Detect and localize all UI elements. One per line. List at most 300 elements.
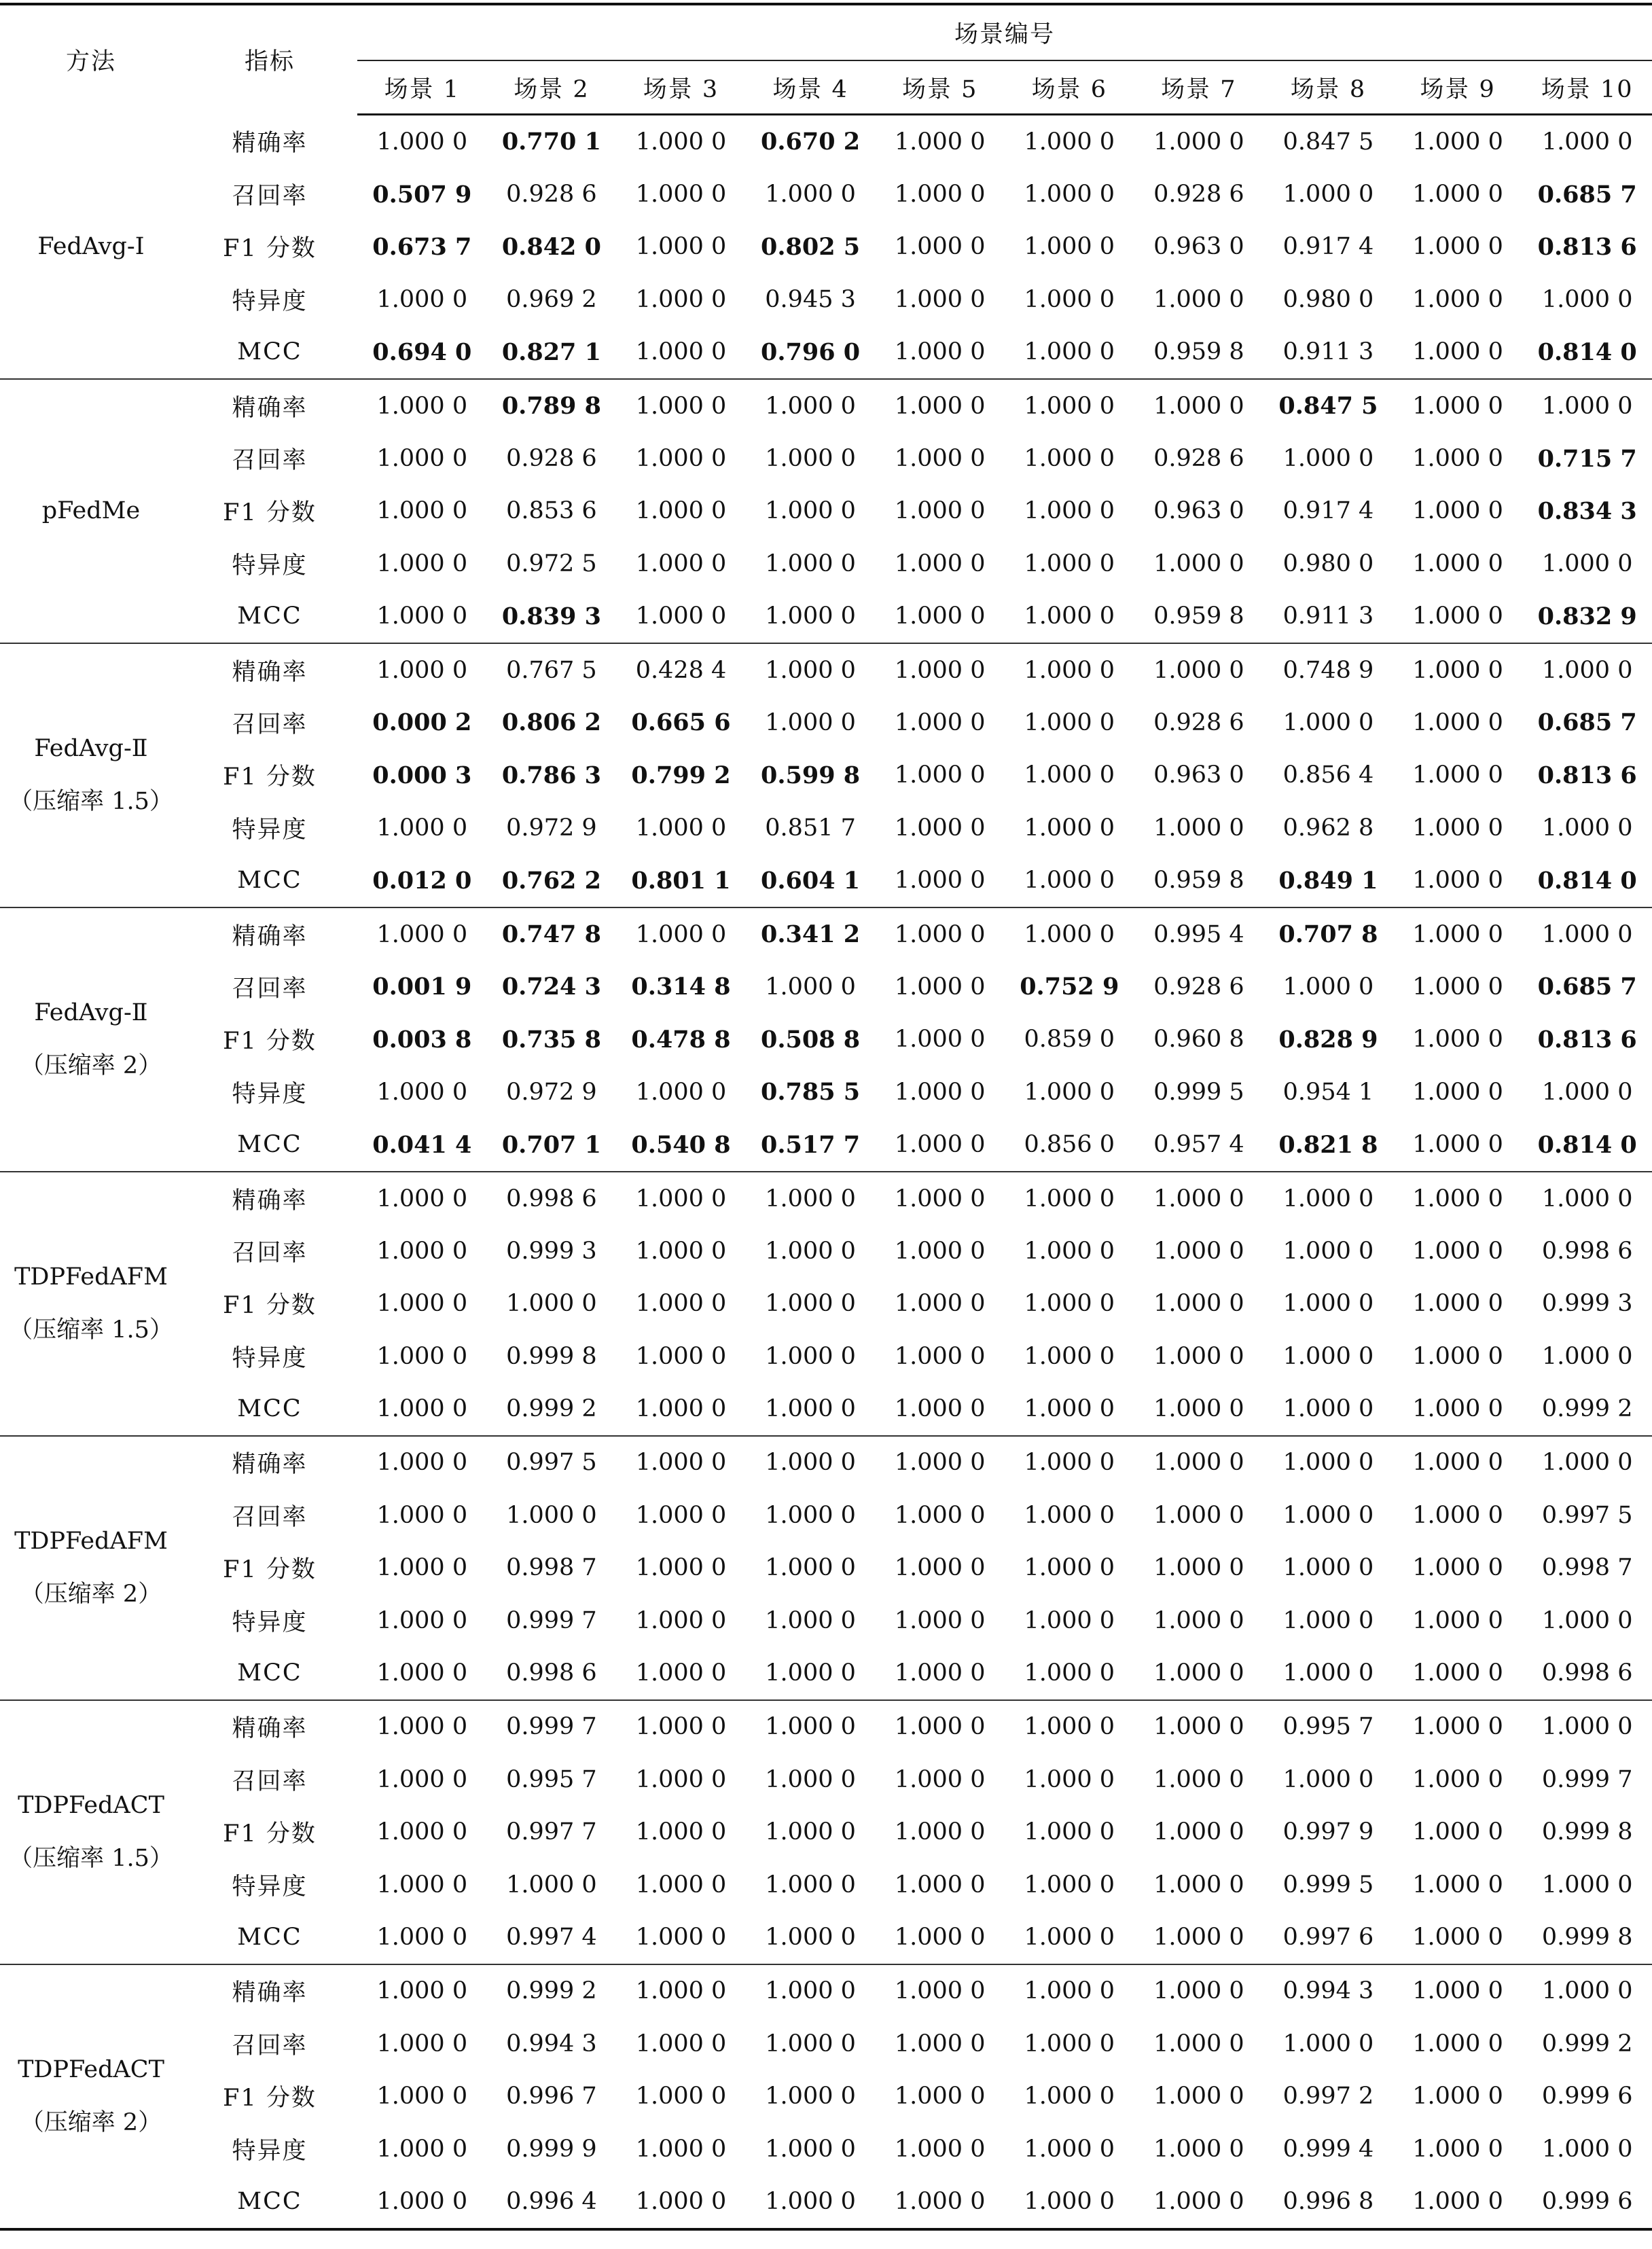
value-cell: 0.999 3: [1541, 1290, 1633, 1318]
value-cell: 0.999 5: [1282, 1871, 1374, 1899]
value-cell: 1.000 0: [894, 761, 986, 789]
value-cell: 0.000 3: [372, 761, 472, 789]
value-cell: 1.000 0: [376, 1290, 468, 1318]
value-cell: 1.000 0: [635, 1765, 727, 1793]
method-group: [0, 643, 1652, 907]
value-cell: 1.000 0: [635, 814, 727, 842]
value-cell: 0.673 7: [372, 232, 472, 261]
value-cell: 1.000 0: [376, 445, 468, 473]
value-cell: 1.000 0: [1024, 1237, 1115, 1265]
value-cell: 1.000 0: [1153, 1977, 1244, 2005]
value-cell: 1.000 0: [376, 285, 468, 313]
value-cell: 0.928 6: [1153, 973, 1244, 1001]
value-cell: 0.715 7: [1537, 444, 1637, 473]
value-cell: 0.999 2: [1541, 1395, 1633, 1423]
value-cell: 0.821 8: [1278, 1130, 1378, 1159]
method-name: [0, 1700, 182, 1964]
table-row: [0, 749, 1652, 802]
method-name: [0, 907, 182, 1172]
value-cell: 1.000 0: [1412, 1765, 1503, 1793]
method-group: [0, 1964, 1652, 2229]
scene-header-2: 场景 2: [487, 60, 617, 115]
metric-label: 召回率: [232, 1239, 308, 1267]
value-cell: 0.814 0: [1537, 866, 1637, 895]
value-cell: 0.839 3: [501, 602, 601, 630]
value-cell: 0.832 9: [1537, 602, 1637, 630]
value-cell: 1.000 0: [1412, 1659, 1503, 1687]
value-cell: 1.000 0: [635, 2030, 727, 2057]
value-cell: 0.995 7: [506, 1765, 597, 1793]
value-cell: 0.960 8: [1153, 1026, 1244, 1054]
value-cell: 1.000 0: [894, 1818, 986, 1846]
value-cell: 1.000 0: [1541, 550, 1633, 577]
value-cell: 1.000 0: [1153, 1342, 1244, 1370]
value-cell: 1.000 0: [1541, 392, 1633, 420]
table-row: [0, 696, 1652, 749]
value-cell: 1.000 0: [1282, 708, 1374, 736]
value-cell: 1.000 0: [635, 1290, 727, 1318]
table-row: [0, 1806, 1652, 1858]
value-cell: 1.000 0: [1153, 1395, 1244, 1423]
value-cell: 1.000 0: [1412, 338, 1503, 366]
value-cell: 1.000 0: [894, 338, 986, 366]
value-cell: 1.000 0: [894, 1554, 986, 1582]
metric-label: F1 分数: [223, 1556, 317, 1584]
scene-header-1: 场景 1: [357, 60, 487, 115]
value-cell: 1.000 0: [765, 1342, 856, 1370]
value-cell: 1.000 0: [1024, 1659, 1115, 1687]
value-cell: 0.994 3: [506, 2030, 597, 2057]
value-cell: 1.000 0: [1024, 128, 1115, 156]
value-cell: 0.856 4: [1282, 761, 1374, 789]
value-cell: 1.000 0: [894, 1713, 986, 1741]
value-cell: 0.963 0: [1153, 497, 1244, 525]
value-cell: 1.000 0: [894, 445, 986, 473]
value-cell: 0.341 2: [761, 920, 861, 949]
value-cell: 0.917 4: [1282, 497, 1374, 525]
value-cell: 0.802 5: [761, 232, 861, 261]
value-cell: 0.762 2: [501, 866, 601, 895]
table-row: [0, 1013, 1652, 1066]
method-name-line: （压缩率 2）: [20, 1581, 162, 1608]
value-cell: 1.000 0: [635, 2083, 727, 2110]
value-cell: 0.972 9: [506, 814, 597, 842]
metric-label: 召回率: [232, 1503, 308, 1531]
table-row: [0, 907, 1652, 960]
value-cell: 1.000 0: [1024, 1449, 1115, 1477]
table-row: [0, 1172, 1652, 1225]
value-cell: 1.000 0: [635, 233, 727, 261]
value-cell: 1.000 0: [1024, 2083, 1115, 2110]
method-name-line: TDPFedACT: [18, 1792, 164, 1820]
value-cell: 1.000 0: [765, 1395, 856, 1423]
value-cell: 1.000 0: [635, 392, 727, 420]
metric-label: MCC: [237, 1131, 302, 1159]
value-cell: 1.000 0: [376, 1078, 468, 1106]
value-cell: 0.685 7: [1537, 708, 1637, 737]
value-cell: 1.000 0: [635, 920, 727, 948]
value-cell: 1.000 0: [1024, 1290, 1115, 1318]
value-cell: 1.000 0: [1412, 2187, 1503, 2215]
value-cell: 0.995 7: [1282, 1713, 1374, 1741]
method-name-line: FedAvg-Ⅱ: [34, 999, 148, 1027]
table-row: [0, 1858, 1652, 1911]
table-row: [0, 1330, 1652, 1382]
value-cell: 0.041 4: [372, 1130, 472, 1159]
value-cell: 1.000 0: [1153, 1237, 1244, 1265]
value-cell: 1.000 0: [376, 1449, 468, 1477]
value-cell: 1.000 0: [1153, 1871, 1244, 1899]
value-cell: 1.000 0: [635, 1342, 727, 1370]
value-cell: 0.996 7: [506, 2083, 597, 2110]
value-cell: 0.796 0: [761, 338, 861, 366]
value-cell: 1.000 0: [1541, 128, 1633, 156]
value-cell: 1.000 0: [635, 550, 727, 577]
value-cell: 0.962 8: [1282, 814, 1374, 842]
value-cell: 1.000 0: [1412, 1026, 1503, 1054]
value-cell: 1.000 0: [376, 2030, 468, 2057]
results-table-container: [0, 3, 1652, 2231]
value-cell: 1.000 0: [1541, 285, 1633, 313]
value-cell: 1.000 0: [635, 1449, 727, 1477]
value-cell: 1.000 0: [1024, 2030, 1115, 2057]
value-cell: 1.000 0: [635, 1395, 727, 1423]
value-cell: 0.428 4: [635, 656, 727, 684]
value-cell: 1.000 0: [635, 1659, 727, 1687]
value-cell: 1.000 0: [1024, 1818, 1115, 1846]
value-cell: 1.000 0: [1412, 2030, 1503, 2057]
value-cell: 1.000 0: [635, 1554, 727, 1582]
value-cell: 1.000 0: [765, 2187, 856, 2215]
value-cell: 0.847 5: [1282, 128, 1374, 156]
value-cell: 1.000 0: [765, 973, 856, 1001]
table-row: [0, 1594, 1652, 1647]
value-cell: 1.000 0: [635, 1977, 727, 2005]
table-row: [0, 643, 1652, 696]
method-group: [0, 115, 1652, 379]
value-cell: 1.000 0: [635, 1606, 727, 1634]
metric-label: MCC: [237, 1659, 302, 1687]
metric-label: 召回率: [232, 975, 308, 1003]
value-cell: 1.000 0: [376, 656, 468, 684]
metric-label: MCC: [237, 338, 302, 366]
value-cell: 1.000 0: [1412, 1237, 1503, 1265]
value-cell: 0.969 2: [506, 285, 597, 313]
metric-label: 精确率: [232, 394, 308, 422]
value-cell: 0.747 8: [501, 920, 601, 949]
value-cell: 1.000 0: [1282, 2030, 1374, 2057]
value-cell: 1.000 0: [1153, 1290, 1244, 1318]
table-row: [0, 1700, 1652, 1753]
value-cell: 1.000 0: [1412, 1871, 1503, 1899]
value-cell: 1.000 0: [894, 2187, 986, 2215]
value-cell: 1.000 0: [894, 1185, 986, 1212]
method-name-line: （压缩率 2）: [20, 1052, 162, 1080]
table-row: [0, 2175, 1652, 2229]
value-cell: 0.999 2: [506, 1395, 597, 1423]
metric-label: 精确率: [232, 1187, 308, 1215]
value-cell: 1.000 0: [1412, 1554, 1503, 1582]
method-group: [0, 907, 1652, 1172]
value-cell: 0.980 0: [1282, 285, 1374, 313]
value-cell: 0.996 8: [1282, 2187, 1374, 2215]
value-cell: 1.000 0: [894, 1078, 986, 1106]
table-row: [0, 115, 1652, 168]
value-cell: 0.999 6: [1541, 2187, 1633, 2215]
value-cell: 1.000 0: [376, 392, 468, 420]
value-cell: 1.000 0: [1153, 1501, 1244, 1529]
value-cell: 1.000 0: [1282, 1501, 1374, 1529]
value-cell: 0.997 9: [1282, 1818, 1374, 1846]
table-row: [0, 1382, 1652, 1435]
value-cell: 1.000 0: [635, 1237, 727, 1265]
value-cell: 1.000 0: [376, 1818, 468, 1846]
metric-label: F1 分数: [223, 1292, 317, 1320]
value-cell: 1.000 0: [765, 1606, 856, 1634]
value-cell: 1.000 0: [765, 1659, 856, 1687]
value-cell: 0.789 8: [501, 392, 601, 420]
metric-label: 召回率: [232, 183, 308, 211]
value-cell: 1.000 0: [1412, 973, 1503, 1001]
value-cell: 1.000 0: [1541, 814, 1633, 842]
value-cell: 1.000 0: [1024, 1923, 1115, 1951]
table-row: [0, 1225, 1652, 1277]
value-cell: 1.000 0: [1412, 128, 1503, 156]
value-cell: 0.785 5: [761, 1078, 861, 1106]
value-cell: 1.000 0: [894, 1449, 986, 1477]
value-cell: 1.000 0: [894, 392, 986, 420]
value-cell: 1.000 0: [1153, 2187, 1244, 2215]
value-cell: 0.959 8: [1153, 867, 1244, 895]
value-cell: 0.998 7: [506, 1554, 597, 1582]
value-cell: 1.000 0: [1024, 708, 1115, 736]
value-cell: 1.000 0: [635, 181, 727, 209]
value-cell: 1.000 0: [1412, 761, 1503, 789]
value-cell: 0.997 5: [1541, 1501, 1633, 1529]
value-cell: 0.813 6: [1537, 1025, 1637, 1054]
value-cell: 1.000 0: [1282, 1342, 1374, 1370]
value-cell: 1.000 0: [1282, 181, 1374, 209]
value-cell: 1.000 0: [1412, 708, 1503, 736]
value-cell: 0.827 1: [501, 338, 601, 366]
scene-header-5: 场景 5: [875, 60, 1005, 115]
method-name: [0, 643, 182, 907]
method-group: [0, 1436, 1652, 1700]
value-cell: 0.856 0: [1024, 1131, 1115, 1159]
value-cell: 0.998 7: [1541, 1554, 1633, 1582]
value-cell: 1.000 0: [1541, 1871, 1633, 1899]
value-cell: 1.000 0: [894, 1131, 986, 1159]
value-cell: 1.000 0: [635, 1818, 727, 1846]
value-cell: 1.000 0: [1541, 2135, 1633, 2163]
value-cell: 1.000 0: [894, 1026, 986, 1054]
value-cell: 1.000 0: [1153, 1818, 1244, 1846]
value-cell: 1.000 0: [1282, 1765, 1374, 1793]
value-cell: 1.000 0: [1282, 1606, 1374, 1634]
value-cell: 1.000 0: [1024, 814, 1115, 842]
value-cell: 1.000 0: [1153, 2135, 1244, 2163]
method-name: [0, 1172, 182, 1436]
value-cell: 1.000 0: [376, 602, 468, 630]
metric-label: MCC: [237, 867, 302, 895]
value-cell: 1.000 0: [1541, 1977, 1633, 2005]
method-name-line: TDPFedAFM: [14, 1528, 168, 1555]
method-name-line: （压缩率 1.5）: [9, 788, 173, 816]
value-cell: 1.000 0: [894, 1659, 986, 1687]
table-row: [0, 1647, 1652, 1699]
value-cell: 1.000 0: [635, 602, 727, 630]
table-row: [0, 960, 1652, 1013]
value-cell: 1.000 0: [1153, 1923, 1244, 1951]
value-cell: 0.997 4: [506, 1923, 597, 1951]
value-cell: 1.000 0: [635, 2135, 727, 2163]
value-cell: 0.999 8: [506, 1342, 597, 1370]
value-cell: 0.665 6: [631, 708, 731, 737]
value-cell: 1.000 0: [1024, 761, 1115, 789]
value-cell: 0.767 5: [506, 656, 597, 684]
value-cell: 1.000 0: [1024, 1342, 1115, 1370]
value-cell: 1.000 0: [1412, 445, 1503, 473]
table-row: [0, 432, 1652, 484]
value-cell: 1.000 0: [1541, 1342, 1633, 1370]
value-cell: 1.000 0: [1282, 1237, 1374, 1265]
value-cell: 1.000 0: [1541, 920, 1633, 948]
value-cell: 1.000 0: [765, 2030, 856, 2057]
value-cell: 1.000 0: [635, 1078, 727, 1106]
value-cell: 0.735 8: [501, 1025, 601, 1054]
value-cell: 0.786 3: [501, 761, 601, 789]
metric-label: F1 分数: [223, 499, 317, 527]
scene-header-6: 场景 6: [1005, 60, 1134, 115]
value-cell: 1.000 0: [1412, 550, 1503, 577]
value-cell: 0.998 6: [506, 1185, 597, 1212]
table-header: [0, 4, 1652, 115]
value-cell: 0.508 8: [761, 1025, 861, 1054]
value-cell: 1.000 0: [1153, 1659, 1244, 1687]
value-cell: 1.000 0: [376, 1977, 468, 2005]
value-cell: 0.999 7: [506, 1713, 597, 1741]
value-cell: 1.000 0: [765, 550, 856, 577]
method-group: [0, 1700, 1652, 1964]
table-row: [0, 168, 1652, 220]
value-cell: 1.000 0: [765, 1290, 856, 1318]
value-cell: 1.000 0: [894, 656, 986, 684]
metric-label: MCC: [237, 1923, 302, 1951]
value-cell: 1.000 0: [894, 973, 986, 1001]
value-cell: 1.000 0: [1024, 867, 1115, 895]
table-row: [0, 1911, 1652, 1964]
value-cell: 0.685 7: [1537, 973, 1637, 1001]
value-cell: 1.000 0: [1024, 2187, 1115, 2215]
value-cell: 0.997 5: [506, 1449, 597, 1477]
value-cell: 1.000 0: [765, 1449, 856, 1477]
value-cell: 1.000 0: [894, 920, 986, 948]
value-cell: 1.000 0: [1541, 1713, 1633, 1741]
value-cell: 0.748 9: [1282, 656, 1374, 684]
value-cell: 1.000 0: [1412, 2135, 1503, 2163]
value-cell: 0.928 6: [1153, 445, 1244, 473]
metric-label: F1 分数: [223, 1028, 317, 1056]
value-cell: 1.000 0: [376, 1554, 468, 1582]
value-cell: 0.911 3: [1282, 338, 1374, 366]
value-cell: 1.000 0: [894, 602, 986, 630]
value-cell: 1.000 0: [894, 550, 986, 577]
value-cell: 0.954 1: [1282, 1078, 1374, 1106]
value-cell: 1.000 0: [1153, 1185, 1244, 1212]
value-cell: 0.799 2: [631, 761, 731, 789]
value-cell: 1.000 0: [1412, 1713, 1503, 1741]
value-cell: 1.000 0: [894, 2030, 986, 2057]
value-cell: 1.000 0: [1153, 2030, 1244, 2057]
value-cell: 1.000 0: [635, 1923, 727, 1951]
method-name: [0, 379, 182, 643]
value-cell: 0.945 3: [765, 285, 856, 313]
value-cell: 1.000 0: [1412, 920, 1503, 948]
value-cell: 0.752 9: [1020, 973, 1119, 1001]
value-cell: 1.000 0: [1541, 1185, 1633, 1212]
value-cell: 1.000 0: [1541, 1606, 1633, 1634]
scene-header-8: 场景 8: [1263, 60, 1393, 115]
value-cell: 0.847 5: [1278, 392, 1378, 420]
value-cell: 0.999 7: [506, 1606, 597, 1634]
value-cell: 1.000 0: [635, 1713, 727, 1741]
table-row: [0, 1118, 1652, 1171]
metric-label: MCC: [237, 602, 302, 630]
value-cell: 0.517 7: [761, 1130, 861, 1159]
value-cell: 1.000 0: [1024, 1606, 1115, 1634]
value-cell: 1.000 0: [765, 1237, 856, 1265]
value-cell: 1.000 0: [894, 708, 986, 736]
metric-label: 特异度: [232, 1344, 308, 1372]
value-cell: 1.000 0: [1412, 1131, 1503, 1159]
value-cell: 1.000 0: [376, 1342, 468, 1370]
value-cell: 0.813 6: [1537, 232, 1637, 261]
value-cell: 1.000 0: [376, 920, 468, 948]
value-cell: 1.000 0: [1153, 1765, 1244, 1793]
value-cell: 1.000 0: [1024, 181, 1115, 209]
value-cell: 1.000 0: [1153, 285, 1244, 313]
value-cell: 0.997 7: [506, 1818, 597, 1846]
value-cell: 0.999 7: [1541, 1765, 1633, 1793]
value-cell: 1.000 0: [894, 285, 986, 313]
value-cell: 0.707 8: [1278, 920, 1378, 949]
value-cell: 1.000 0: [1024, 233, 1115, 261]
value-cell: 0.998 6: [1541, 1659, 1633, 1687]
metric-label: 精确率: [232, 922, 308, 950]
value-cell: 1.000 0: [506, 1871, 597, 1899]
value-cell: 0.000 2: [372, 708, 472, 737]
value-cell: 0.995 4: [1153, 920, 1244, 948]
value-cell: 1.000 0: [1024, 1554, 1115, 1582]
scene-header-7: 场景 7: [1134, 60, 1264, 115]
value-cell: 0.928 6: [506, 181, 597, 209]
scene-header-3: 场景 3: [616, 60, 746, 115]
value-cell: 0.998 6: [1541, 1237, 1633, 1265]
value-cell: 1.000 0: [894, 2083, 986, 2110]
method-column-header: 方法: [65, 48, 116, 76]
value-cell: 0.999 8: [1541, 1923, 1633, 1951]
value-cell: 1.000 0: [1282, 1395, 1374, 1423]
value-cell: 1.000 0: [1282, 973, 1374, 1001]
value-cell: 0.963 0: [1153, 761, 1244, 789]
value-cell: 0.828 9: [1278, 1025, 1378, 1054]
metric-label: 特异度: [232, 552, 308, 579]
value-cell: 0.996 4: [506, 2187, 597, 2215]
value-cell: 1.000 0: [1541, 1078, 1633, 1106]
value-cell: 1.000 0: [765, 445, 856, 473]
value-cell: 1.000 0: [894, 1871, 986, 1899]
value-cell: 1.000 0: [1024, 285, 1115, 313]
